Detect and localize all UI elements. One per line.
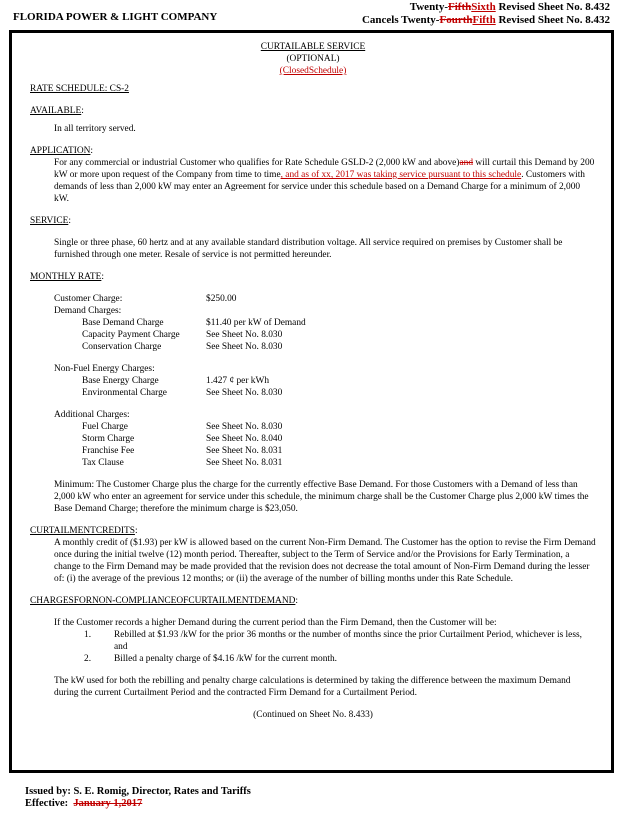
heading-colon: : bbox=[295, 596, 298, 606]
rate-label: Fuel Charge bbox=[82, 422, 128, 432]
available-section bbox=[30, 105, 596, 135]
inserted-text: Sixth bbox=[471, 1, 496, 13]
curtailment-credits-heading-line bbox=[30, 525, 596, 537]
rate-label: Environmental Charge bbox=[82, 388, 167, 398]
rate-label: Capacity Payment Charge bbox=[82, 330, 180, 340]
demand-charges-heading: Demand Charges: bbox=[54, 306, 122, 316]
title-main: CURTAILABLE SERVICE bbox=[260, 42, 366, 52]
rate-row bbox=[54, 317, 596, 329]
rate-value: See Sheet No. 8.030 bbox=[206, 342, 283, 352]
rate-row bbox=[54, 293, 596, 305]
monthly-rate-heading: MONTHLY RATE bbox=[30, 272, 102, 282]
title-closed: (ClosedSchedule) bbox=[279, 66, 347, 76]
noncompliance-heading-line bbox=[30, 595, 596, 607]
issuance-footer bbox=[25, 786, 251, 810]
monthly-rate-heading-line bbox=[30, 271, 596, 283]
schedule-title bbox=[30, 41, 596, 77]
monthly-rate-section bbox=[30, 271, 596, 515]
noncompliance-closing: The kW used for both the rebilling and penalty charge calculations is determined by taking the difference between the maximum Demand during the current Curtailment Period and the contracted Firm Demand for a Curtailment Period. bbox=[54, 676, 571, 698]
list-item bbox=[84, 653, 596, 665]
noncompliance-intro: If the Customer records a higher Demand during the current period than the Firm Demand, then the Customer will be: bbox=[54, 618, 497, 628]
rate-row bbox=[54, 445, 596, 457]
deleted-text: and bbox=[459, 158, 474, 168]
cancels-line bbox=[362, 14, 610, 27]
rate-value: See Sheet No. 8.031 bbox=[206, 458, 283, 468]
noncompliance-heading: CHARGESFORNON-COMPLIANCEOFCURTAILMENTDEMAND bbox=[30, 596, 296, 606]
list-item bbox=[84, 629, 596, 653]
sheet-numbers bbox=[362, 1, 610, 27]
effective-line bbox=[25, 798, 251, 810]
noncompliance-list bbox=[30, 629, 596, 665]
tariff-sheet-frame bbox=[9, 30, 614, 773]
application-text-part2: will curtail this Demand by 200 kW or more upon request of the Company from time to time bbox=[54, 158, 595, 180]
heading-colon: : bbox=[68, 216, 71, 226]
service-heading: SERVICE bbox=[30, 216, 69, 226]
rate-label: Tax Clause bbox=[82, 458, 124, 468]
rate-row bbox=[54, 457, 596, 469]
deleted-text: January 1,2017 bbox=[73, 798, 143, 809]
effective-label: Effective: bbox=[25, 798, 69, 809]
list-text: Rebilled at $1.93 /kW for the prior 36 months or the number of months since the prior Curtailment Period, whichever is less, and bbox=[114, 630, 582, 652]
list-number: 2. bbox=[84, 654, 92, 664]
application-text-part1: For any commercial or industrial Customer who qualifies for Rate Schedule GSLD-2 (2,000 kW and above) bbox=[54, 158, 460, 168]
issued-by-line bbox=[25, 786, 251, 798]
application-text bbox=[30, 157, 596, 205]
deleted-text: Fourth bbox=[439, 14, 473, 26]
rate-label: Base Demand Charge bbox=[82, 318, 164, 328]
rate-label: Customer Charge: bbox=[54, 294, 123, 304]
available-text: In all territory served. bbox=[54, 124, 136, 134]
rate-row bbox=[54, 421, 596, 433]
tariff-content bbox=[30, 41, 596, 721]
heading-colon: : bbox=[90, 146, 94, 156]
rate-label: Base Energy Charge bbox=[82, 376, 159, 386]
noncompliance-section bbox=[30, 595, 596, 699]
rate-row bbox=[54, 433, 596, 445]
rate-value: $11.40 per kW of Demand bbox=[206, 318, 306, 328]
rate-label: Conservation Charge bbox=[82, 342, 162, 352]
service-text: Single or three phase, 60 hertz and at any available standard distribution voltage. All service required on premises by Customer shall be furnished through one meter. Resale of service is not permitted hereunder. bbox=[54, 238, 563, 260]
rate-row bbox=[54, 387, 596, 399]
curtailment-credits-heading: CURTAILMENTCREDITS bbox=[30, 526, 135, 536]
rate-value: See Sheet No. 8.030 bbox=[206, 388, 283, 398]
rate-value: See Sheet No. 8.040 bbox=[206, 434, 283, 444]
rate-row bbox=[54, 341, 596, 353]
rate-row bbox=[54, 375, 596, 387]
available-heading-line bbox=[30, 105, 596, 117]
inserted-text: , and as of xx, 2017 was taking service pursuant to this schedule bbox=[280, 170, 522, 180]
continued-note: (Continued on Sheet No. 8.433) bbox=[253, 710, 373, 720]
additional-charges-heading: Additional Charges: bbox=[54, 410, 130, 420]
heading-colon: : bbox=[134, 526, 138, 536]
issued-by-value: S. E. Romig, Director, Rates and Tariffs bbox=[70, 786, 251, 797]
heading-colon: : bbox=[101, 272, 104, 282]
rate-label: Storm Charge bbox=[82, 434, 135, 444]
rate-label: Franchise Fee bbox=[82, 446, 135, 456]
rate-value: See Sheet No. 8.030 bbox=[206, 330, 283, 340]
sheet-line1-prefix: Twenty- bbox=[409, 1, 449, 13]
service-section bbox=[30, 215, 596, 261]
deleted-text: Fifth bbox=[448, 1, 472, 13]
nonfuel-charges-heading: Non-Fuel Energy Charges: bbox=[54, 364, 155, 374]
rate-row bbox=[54, 329, 596, 341]
service-heading-line bbox=[30, 215, 596, 227]
application-text-part3: . Customers with demands of less than 2,000 kW may enter an Agreement for service under this schedule based on a Demand Charge for a minimum of 2,000 kW. bbox=[54, 170, 585, 204]
sheet-number-line bbox=[362, 1, 610, 14]
rate-value: See Sheet No. 8.031 bbox=[206, 446, 283, 456]
curtailment-credits-section bbox=[30, 525, 596, 585]
rate-table bbox=[54, 293, 596, 469]
sheet-line2-prefix: Cancels Twenty- bbox=[361, 14, 440, 26]
rate-value: 1.427 ¢ per kWh bbox=[206, 376, 270, 386]
company-name: FLORIDA POWER & LIGHT COMPANY bbox=[13, 11, 218, 23]
application-heading: APPLICATION bbox=[30, 146, 91, 156]
minimum-charge-text: Minimum: The Customer Charge plus the charge for the currently effective Base Demand. For those Customers with a Demand of less than 2,000 kW who enter an agreement for service under this schedule, the minimum charge shall be the Customer Charge plus 2,000 kW times the Base Demand Charge; therefore the minimum charge is $23,050. bbox=[54, 480, 589, 514]
heading-colon: : bbox=[81, 106, 84, 116]
curtailment-credits-text: A monthly credit of ($1.93) per kW is allowed based on the current Non-Firm Demand. The Customer has the option to revise the Firm Demand once during the initial twelve (12) month period. Thereafter, subject to the Term of Service and/or the Provisions for Early Termination, a change to the Firm Demand may be made provided that the revision does not decrease the total amount of Non-Firm Demand during the lesser of: (i) the average of the previous 12 months; or (ii) the average of the number of billing months under this Rate Schedule. bbox=[54, 538, 596, 584]
rate-value: See Sheet No. 8.030 bbox=[206, 422, 283, 432]
application-section bbox=[30, 145, 596, 205]
rate-schedule-heading: RATE SCHEDULE: CS-2 bbox=[30, 84, 129, 94]
title-sub: (OPTIONAL) bbox=[286, 54, 340, 64]
sheet-line1-suffix: Revised Sheet No. 8.432 bbox=[495, 1, 610, 13]
available-heading: AVAILABLE bbox=[30, 106, 82, 116]
list-text: Billed a penalty charge of $4.16 /kW for the current month. bbox=[114, 654, 338, 664]
inserted-text: Fifth bbox=[472, 14, 496, 26]
rate-value: $250.00 bbox=[206, 294, 237, 304]
list-number: 1. bbox=[84, 630, 92, 640]
issued-by-label: Issued by: bbox=[25, 786, 71, 797]
sheet-line2-suffix: Revised Sheet No. 8.432 bbox=[495, 14, 610, 26]
application-heading-line bbox=[30, 145, 596, 157]
